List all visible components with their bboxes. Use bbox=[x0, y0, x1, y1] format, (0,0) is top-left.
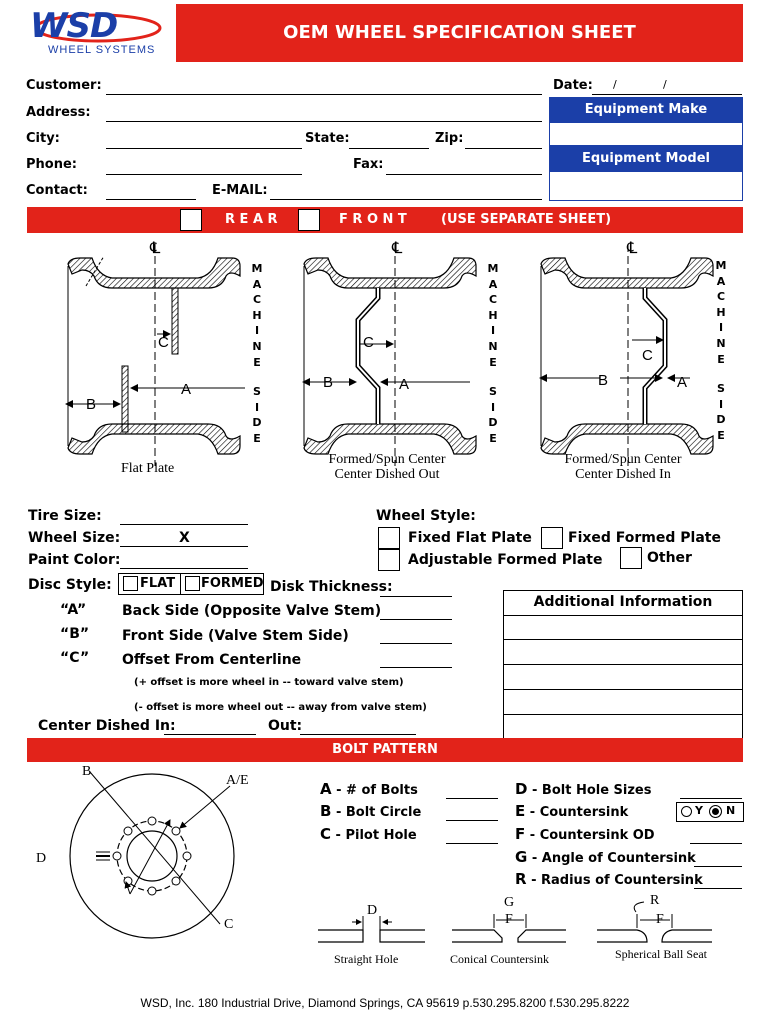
bolt-d-item: D - Bolt Hole Sizes bbox=[515, 780, 652, 798]
adjustable-label: Adjustable Formed Plate bbox=[408, 552, 603, 568]
machine-side-label: M A C H I N E S I D E bbox=[715, 259, 727, 442]
countersink-od-field[interactable] bbox=[690, 843, 742, 844]
bolt-a-item: A - # of Bolts bbox=[320, 780, 418, 798]
spherical-ball-seat-caption: Spherical Ball Seat bbox=[615, 947, 707, 961]
fixed-flat-label: Fixed Flat Plate bbox=[408, 530, 532, 546]
logo bbox=[22, 6, 174, 58]
tire-size-field[interactable] bbox=[120, 524, 248, 525]
flat-label: FLAT bbox=[140, 576, 176, 591]
page-title: OEM WHEEL SPECIFICATION SHEET bbox=[283, 22, 636, 43]
additional-info-row[interactable] bbox=[503, 640, 743, 665]
conical-f-label: F bbox=[505, 912, 513, 927]
date-separator: / bbox=[663, 78, 667, 91]
countersink-yes-label: Y bbox=[695, 804, 703, 817]
dimension-b-label: B bbox=[86, 396, 97, 413]
other-checkbox[interactable] bbox=[620, 547, 642, 569]
city-field[interactable] bbox=[106, 148, 302, 149]
dimension-c-label: C bbox=[158, 334, 169, 351]
dimension-c-label: C bbox=[363, 334, 374, 351]
paint-color-field[interactable] bbox=[120, 568, 248, 569]
machine-side-label: M A C H I N E S I D E bbox=[251, 262, 263, 445]
dimension-b-label: B bbox=[323, 374, 334, 391]
wheel-diagrams bbox=[0, 236, 770, 486]
conical-countersink-caption: Conical Countersink bbox=[450, 952, 549, 966]
dimension-a-label: A bbox=[399, 376, 410, 393]
zip-field[interactable] bbox=[465, 148, 542, 149]
b-description: Front Side (Valve Stem Side) bbox=[122, 628, 349, 644]
additional-info-title: Additional Information bbox=[533, 594, 713, 610]
date-label: Date: bbox=[553, 78, 593, 93]
countersink-yes-radio[interactable] bbox=[681, 806, 692, 817]
footer-address: WSD, Inc. 180 Industrial Drive, Diamond Springs, CA 95619 p.530.295.8200 f.530.295.8222 bbox=[140, 996, 630, 1010]
date-separator: / bbox=[613, 78, 617, 91]
additional-info-row[interactable] bbox=[503, 665, 743, 690]
centerline-label: ℄ bbox=[627, 240, 638, 257]
bolt-b-item: B - Bolt Circle bbox=[320, 802, 422, 820]
other-label: Other bbox=[647, 550, 692, 566]
dimension-c-label: C bbox=[642, 347, 653, 364]
dished-out-diagram bbox=[303, 244, 476, 466]
centerline-label: ℄ bbox=[392, 240, 403, 257]
phone-label: Phone: bbox=[26, 157, 77, 172]
straight-hole-diagram bbox=[318, 916, 425, 942]
separate-sheet-note: (USE SEPARATE SHEET) bbox=[441, 212, 612, 227]
straight-hole-caption: Straight Hole bbox=[334, 952, 399, 966]
wheel-style-label: Wheel Style: bbox=[376, 508, 476, 524]
front-side-field[interactable] bbox=[380, 643, 452, 644]
customer-field[interactable] bbox=[106, 94, 542, 95]
offset-field[interactable] bbox=[380, 667, 452, 668]
bolt-count-field[interactable] bbox=[446, 798, 498, 799]
flat-plate-caption: Flat Plate bbox=[121, 461, 175, 476]
fixed-flat-checkbox[interactable] bbox=[378, 527, 400, 549]
phone-field[interactable] bbox=[106, 174, 302, 175]
logo-subtitle: WHEEL SYSTEMS bbox=[48, 44, 156, 56]
bolt-diagram-d: D bbox=[36, 851, 47, 866]
spherical-r-label: R bbox=[650, 893, 660, 908]
dimension-b-label: B bbox=[598, 372, 609, 389]
dished-in-field[interactable] bbox=[164, 734, 256, 735]
bolt-pattern-diagram bbox=[30, 764, 280, 944]
additional-info-row[interactable] bbox=[503, 690, 743, 715]
state-field[interactable] bbox=[349, 148, 429, 149]
disc-thickness-label: Disk Thickness: bbox=[270, 579, 393, 595]
tire-size-label: Tire Size: bbox=[28, 508, 102, 524]
bolt-r-item: R - Radius of Countersink bbox=[515, 870, 703, 888]
dished-out-field[interactable] bbox=[300, 734, 416, 735]
equipment-model-header: Equipment Model bbox=[549, 146, 743, 172]
bolt-circle-field[interactable] bbox=[446, 820, 498, 821]
contact-label: Contact: bbox=[26, 183, 88, 198]
minus-offset-note: (- offset is more wheel out -- away from valve stem) bbox=[134, 702, 427, 713]
pilot-hole-field[interactable] bbox=[446, 843, 498, 844]
wheel-size-x: X bbox=[179, 530, 190, 546]
equipment-model-field[interactable] bbox=[549, 172, 743, 201]
formed-label: FORMED bbox=[201, 576, 264, 591]
bolt-hole-size-field[interactable] bbox=[680, 798, 742, 799]
customer-label: Customer: bbox=[26, 78, 102, 93]
equipment-make-field[interactable] bbox=[549, 123, 743, 146]
address-field[interactable] bbox=[106, 121, 542, 122]
a-key: “A” bbox=[60, 602, 87, 618]
dished-in-diagram bbox=[540, 244, 713, 466]
flat-checkbox[interactable] bbox=[123, 576, 138, 591]
disc-style-divider bbox=[180, 573, 181, 595]
email-field[interactable] bbox=[270, 199, 542, 200]
wheel-size-label: Wheel Size: bbox=[28, 530, 121, 546]
a-description: Back Side (Opposite Valve Stem) bbox=[122, 603, 382, 619]
fixed-formed-label: Fixed Formed Plate bbox=[568, 530, 721, 546]
c-key: “C” bbox=[60, 650, 90, 666]
b-key: “B” bbox=[60, 626, 90, 642]
conical-g-label: G bbox=[504, 895, 515, 910]
state-label: State: bbox=[305, 131, 350, 146]
dished-in-label: Center Dished In: bbox=[38, 718, 176, 734]
bolt-diagram-b: B bbox=[82, 764, 92, 779]
straight-d-label: D bbox=[367, 903, 378, 918]
email-label: E-MAIL: bbox=[212, 183, 268, 198]
fax-field[interactable] bbox=[386, 174, 542, 175]
bolt-f-item: F - Countersink OD bbox=[515, 825, 655, 843]
countersink-radius-field[interactable] bbox=[694, 888, 742, 889]
fixed-formed-checkbox[interactable] bbox=[541, 527, 563, 549]
dished-in-caption: Formed/Spun Center Center Dished In bbox=[564, 452, 682, 482]
city-label: City: bbox=[26, 131, 60, 146]
bolt-diagram-ae: A/E bbox=[226, 773, 249, 788]
countersink-no-radio[interactable] bbox=[709, 805, 722, 818]
centerline-label: ℄ bbox=[150, 240, 161, 257]
disc-thickness-field[interactable] bbox=[380, 596, 452, 597]
countersink-no-label: N bbox=[726, 804, 736, 817]
date-field[interactable] bbox=[592, 94, 742, 95]
rear-checkbox[interactable] bbox=[180, 209, 202, 231]
contact-field[interactable] bbox=[106, 199, 196, 200]
bolt-e-item: E - Countersink bbox=[515, 802, 629, 820]
dished-out-label: Out: bbox=[268, 718, 303, 734]
fax-label: Fax: bbox=[353, 157, 384, 172]
plus-offset-note: (+ offset is more wheel in -- toward valve stem) bbox=[134, 677, 404, 688]
wheel-size-field[interactable] bbox=[120, 546, 248, 547]
bolt-pattern-title: BOLT PATTERN bbox=[332, 742, 438, 757]
back-side-field[interactable] bbox=[380, 619, 452, 620]
dimension-a-label: A bbox=[181, 381, 192, 398]
bolt-g-item: G - Angle of Countersink bbox=[515, 848, 696, 866]
formed-checkbox[interactable] bbox=[185, 576, 200, 591]
disc-style-label: Disc Style: bbox=[28, 577, 112, 593]
adjustable-checkbox[interactable] bbox=[378, 549, 400, 571]
zip-label: Zip: bbox=[435, 131, 464, 146]
spherical-f-label: F bbox=[656, 912, 664, 927]
dished-out-caption: Formed/Spun Center Center Dished Out bbox=[328, 452, 446, 482]
logo-text: WSD bbox=[30, 6, 118, 46]
front-checkbox[interactable] bbox=[298, 209, 320, 231]
countersink-angle-field[interactable] bbox=[694, 866, 742, 867]
additional-info-row[interactable] bbox=[503, 715, 743, 740]
machine-side-label: M A C H I N E S I D E bbox=[487, 262, 499, 445]
bolt-c-item: C - Pilot Hole bbox=[320, 825, 417, 843]
paint-color-label: Paint Color: bbox=[28, 552, 121, 568]
address-label: Address: bbox=[26, 105, 91, 120]
dimension-a-label: A bbox=[677, 374, 688, 391]
rear-label: R E A R bbox=[225, 212, 278, 227]
c-description: Offset From Centerline bbox=[122, 652, 302, 668]
bolt-diagram-c: C bbox=[224, 917, 234, 932]
additional-info-row[interactable] bbox=[503, 615, 743, 640]
flat-plate-diagram bbox=[66, 244, 245, 466]
front-label: F R O N T bbox=[339, 212, 407, 227]
equipment-make-header: Equipment Make bbox=[549, 97, 743, 123]
